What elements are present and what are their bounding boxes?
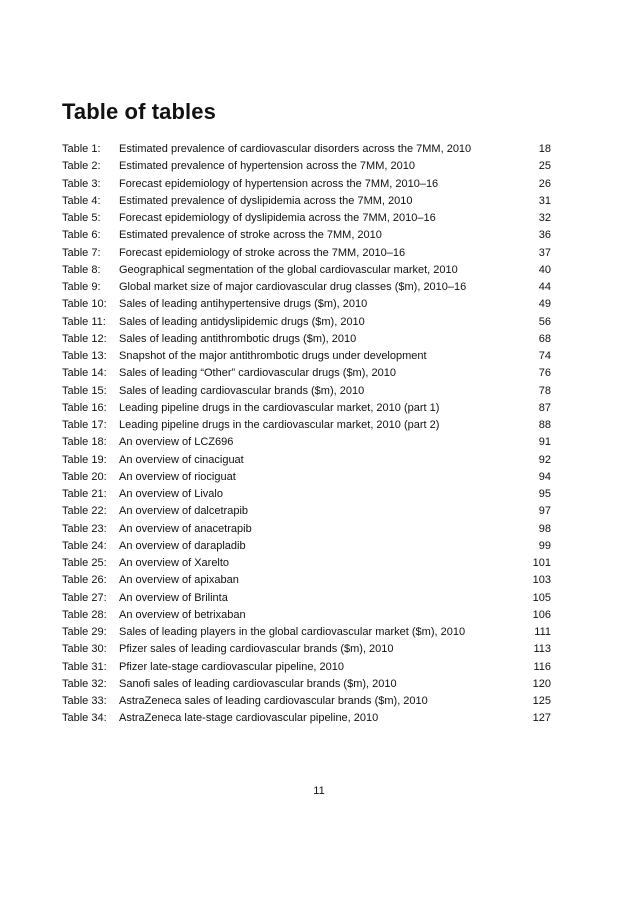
toc-entry-number: Table 3:	[62, 177, 101, 190]
toc-entry-page: 26	[538, 177, 551, 190]
toc-entry-page: 78	[538, 384, 551, 397]
toc-entry-number: Table 34:	[62, 712, 107, 725]
toc-entry-page: 98	[538, 522, 551, 535]
toc-entry	[62, 469, 551, 486]
toc-entry-title: An overview of Xarelto	[119, 557, 230, 569]
toc-entry-page: 99	[538, 539, 551, 552]
page-title: Table of tables	[62, 99, 216, 124]
toc-entry-number: Table 7:	[62, 246, 101, 259]
toc-entry-page: 74	[538, 350, 551, 362]
toc-entry	[62, 572, 551, 589]
toc-entry-number: Table 16:	[62, 401, 107, 414]
toc-entry	[62, 521, 551, 538]
toc-entry-title: Sales of leading players in the global cardiovascular market ($m), 2010	[119, 626, 466, 638]
toc-entry	[62, 659, 551, 676]
toc-entry-title: An overview of Brilinta	[119, 591, 228, 604]
toc-entry	[62, 331, 551, 348]
toc-entry-page: 116	[533, 660, 551, 673]
toc-entry-title: Sales of leading antidyslipidemic drugs ($m), 2010	[119, 315, 365, 328]
toc-entry-title: Leading pipeline drugs in the cardiovascular market, 2010 (part 2)	[119, 419, 440, 431]
toc-entry-title: Estimated prevalence of dyslipidemia across the 7MM, 2010	[119, 194, 413, 207]
toc-entry-title: Forecast epidemiology of hypertension across the 7MM, 2010–16	[119, 177, 439, 190]
toc-entry-page: 101	[532, 557, 551, 569]
toc-entry-title: Leading pipeline drugs in the cardiovascular market, 2010 (part 1)	[119, 401, 440, 414]
toc-entry-page: 111	[534, 626, 551, 638]
toc-entry-title: Forecast epidemiology of stroke across the 7MM, 2010–16	[119, 246, 406, 259]
toc-entry-title: Estimated prevalence of hypertension across the 7MM, 2010	[119, 160, 415, 173]
toc-entry	[62, 210, 551, 227]
toc-entry-title: Sanofi sales of leading cardiovascular brands ($m), 2010	[119, 677, 397, 690]
toc-entry-number: Table 27:	[62, 591, 107, 604]
toc-entry	[62, 710, 551, 727]
table-of-tables-list	[62, 141, 551, 728]
toc-entry-page: 36	[538, 229, 551, 242]
toc-entry-title: An overview of anacetrapib	[119, 522, 252, 535]
toc-entry-number: Table 23:	[62, 522, 107, 535]
toc-entry	[62, 141, 551, 158]
toc-entry-number: Table 32:	[62, 677, 107, 690]
toc-entry	[62, 227, 551, 244]
toc-entry-page: 49	[538, 298, 551, 311]
toc-entry-page: 37	[538, 246, 551, 259]
toc-entry	[62, 538, 551, 555]
toc-entry-number: Table 24:	[62, 539, 107, 552]
toc-entry-page: 113	[533, 643, 551, 656]
toc-entry-number: Table 10:	[62, 298, 107, 311]
toc-entry	[62, 279, 551, 296]
toc-entry-page: 95	[538, 488, 551, 500]
toc-entry-title: Sales of leading antithrombotic drugs ($m), 2010	[119, 332, 357, 345]
toc-entry	[62, 434, 551, 451]
toc-entry-title: AstraZeneca late-stage cardiovascular pipeline, 2010	[119, 712, 379, 725]
toc-entry-number: Table 22:	[62, 505, 107, 518]
toc-entry-number: Table 4:	[62, 194, 101, 207]
toc-entry	[62, 383, 551, 400]
toc-entry-page: 97	[538, 505, 551, 518]
toc-entry-page: 87	[538, 401, 551, 414]
toc-entry	[62, 641, 551, 658]
toc-entry-number: Table 5:	[62, 212, 101, 224]
toc-entry-number: Table 13:	[62, 350, 107, 362]
toc-entry-page: 76	[538, 367, 551, 380]
toc-entry-number: Table 30:	[62, 643, 107, 656]
toc-entry-title: Pfizer sales of leading cardiovascular brands ($m), 2010	[119, 643, 394, 656]
toc-entry-number: Table 14:	[62, 367, 107, 380]
toc-entry-number: Table 9:	[62, 281, 101, 293]
toc-entry-title: An overview of betrixaban	[119, 608, 246, 621]
toc-entry-number: Table 2:	[62, 160, 101, 173]
toc-entry-title: Estimated prevalence of cardiovascular disorders across the 7MM, 2010	[119, 143, 472, 155]
toc-entry	[62, 400, 551, 417]
toc-entry	[62, 607, 551, 624]
page-number: 11	[313, 785, 325, 797]
toc-entry	[62, 486, 551, 503]
toc-entry-number: Table 29:	[62, 626, 107, 638]
toc-entry	[62, 158, 551, 175]
toc-entry-page: 56	[538, 315, 551, 328]
toc-entry-title: An overview of darapladib	[119, 539, 246, 552]
toc-entry-page: 105	[532, 591, 551, 604]
toc-entry	[62, 262, 551, 279]
toc-entry	[62, 676, 551, 693]
toc-entry	[62, 624, 551, 641]
toc-entry-page: 125	[532, 695, 551, 707]
toc-entry-number: Table 17:	[62, 419, 107, 431]
toc-entry-page: 68	[538, 332, 551, 345]
toc-entry	[62, 452, 551, 469]
toc-entry-number: Table 6:	[62, 229, 101, 242]
toc-entry-title: Sales of leading cardiovascular brands ($m), 2010	[119, 384, 365, 397]
toc-entry-page: 127	[532, 712, 551, 725]
toc-entry	[62, 590, 551, 607]
toc-entry	[62, 193, 551, 210]
toc-entry-page: 94	[538, 470, 551, 483]
toc-entry-page: 18	[538, 143, 551, 155]
toc-entry-page: 120	[532, 677, 551, 690]
toc-entry-title: Global market size of major cardiovascular drug classes ($m), 2010–16	[119, 281, 467, 293]
toc-entry-number: Table 28:	[62, 608, 107, 621]
toc-entry-page: 44	[538, 281, 551, 293]
toc-entry-title: Estimated prevalence of stroke across the 7MM, 2010	[119, 229, 382, 242]
toc-entry-number: Table 1:	[62, 143, 101, 155]
toc-entry-number: Table 15:	[62, 384, 107, 397]
toc-entry-page: 103	[532, 574, 551, 587]
toc-entry-title: Pfizer late-stage cardiovascular pipeline, 2010	[119, 660, 345, 673]
toc-entry-number: Table 8:	[62, 263, 101, 276]
toc-entry-page: 106	[532, 608, 551, 621]
toc-entry-number: Table 18:	[62, 436, 107, 449]
toc-entry-number: Table 31:	[62, 660, 107, 673]
toc-entry	[62, 348, 551, 365]
toc-entry	[62, 365, 551, 382]
toc-entry-number: Table 26:	[62, 574, 107, 587]
toc-entry-number: Table 25:	[62, 557, 107, 569]
toc-entry-title: An overview of apixaban	[119, 574, 239, 587]
toc-entry-title: An overview of riociguat	[119, 470, 236, 483]
toc-entry-number: Table 11:	[62, 315, 106, 328]
toc-entry-page: 40	[538, 263, 551, 276]
toc-entry-title: An overview of dalcetrapib	[119, 505, 249, 518]
toc-entry-number: Table 33:	[62, 695, 107, 707]
toc-entry-number: Table 12:	[62, 332, 107, 345]
toc-entry-number: Table 20:	[62, 470, 107, 483]
toc-entry-title: Snapshot of the major antithrombotic drugs under development	[119, 350, 427, 362]
toc-entry	[62, 176, 551, 193]
toc-entry-title: AstraZeneca sales of leading cardiovascular brands ($m), 2010	[119, 695, 428, 707]
toc-entry-page: 88	[538, 419, 551, 431]
toc-entry	[62, 693, 551, 710]
toc-entry-page: 25	[538, 160, 551, 173]
toc-entry	[62, 314, 551, 331]
toc-entry-title: Sales of leading antihypertensive drugs ($m), 2010	[119, 298, 368, 311]
toc-entry-title: An overview of Livalo	[119, 488, 223, 500]
toc-entry-number: Table 21:	[62, 488, 107, 500]
toc-entry-number: Table 19:	[62, 453, 107, 466]
toc-entry-page: 31	[538, 194, 551, 207]
toc-entry-title: An overview of cinaciguat	[119, 453, 244, 466]
toc-entry	[62, 296, 551, 313]
toc-entry-title: Geographical segmentation of the global cardiovascular market, 2010	[119, 263, 458, 276]
toc-entry-title: Sales of leading “Other” cardiovascular drugs ($m), 2010	[119, 367, 396, 380]
toc-entry	[62, 417, 551, 434]
toc-entry	[62, 245, 551, 262]
toc-entry-page: 32	[538, 212, 551, 224]
toc-entry-page: 91	[538, 436, 551, 449]
toc-entry-title: Forecast epidemiology of dyslipidemia across the 7MM, 2010–16	[119, 212, 436, 224]
toc-entry	[62, 503, 551, 520]
toc-entry-title: An overview of LCZ696	[119, 436, 234, 449]
toc-entry	[62, 555, 551, 572]
toc-entry-page: 92	[538, 453, 551, 466]
